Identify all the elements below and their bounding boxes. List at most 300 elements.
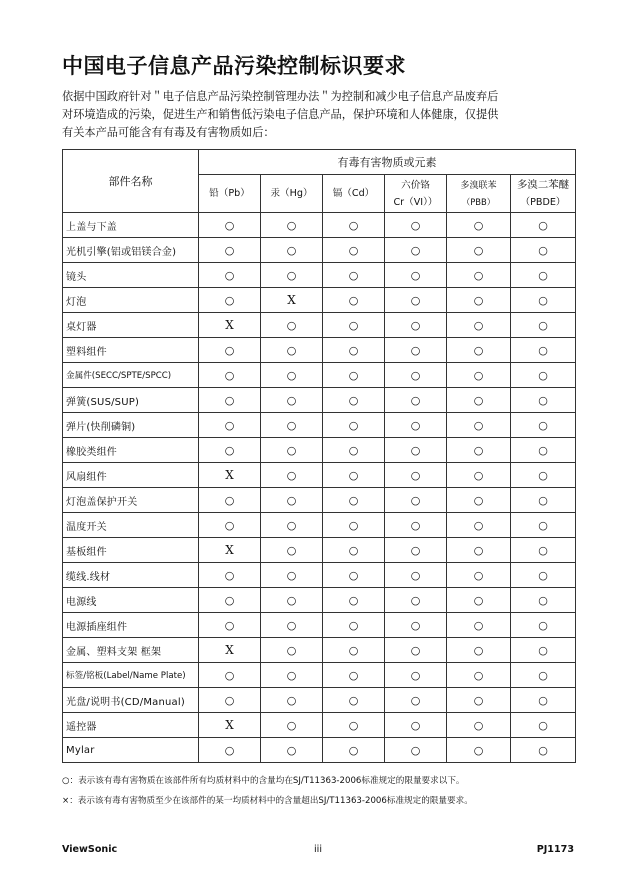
substance-mark-cell — [385, 563, 447, 588]
within-limit-mark: ○ — [224, 518, 235, 532]
substance-mark-cell — [199, 238, 261, 263]
within-limit-mark: ○ — [286, 218, 297, 232]
substance-mark-cell — [199, 313, 261, 338]
within-limit-mark: ○ — [538, 418, 548, 432]
table-row — [63, 413, 576, 438]
within-limit-mark: ○ — [286, 643, 297, 657]
substance-mark-cell — [385, 588, 447, 613]
part-name-cell: Mylar — [63, 738, 199, 763]
intro-line: 有关本产品可能含有有毒及有害物质如后： — [62, 126, 275, 139]
part-name-cell: 金属件(SECC/SPTE/SPCC) — [63, 363, 199, 388]
substance-mark-cell — [511, 288, 576, 313]
part-name-cell: 电源插座组件 — [63, 613, 199, 638]
table-row — [63, 713, 576, 738]
substance-mark-cell — [261, 313, 323, 338]
substance-name: 多溴二苯醚 — [517, 178, 569, 191]
within-limit-mark: ○ — [473, 318, 484, 332]
part-name-cell: 塑料组件 — [63, 338, 199, 363]
within-limit-mark: ○ — [224, 668, 235, 682]
within-limit-mark: ○ — [286, 243, 297, 257]
within-limit-mark: ○ — [224, 743, 235, 757]
within-limit-mark: ○ — [348, 318, 359, 332]
footer-page-number: iii — [314, 844, 322, 855]
within-limit-mark: ○ — [538, 743, 548, 757]
part-name-cell: 基板组件 — [63, 538, 199, 563]
within-limit-mark: ○ — [473, 543, 484, 557]
substance-mark-cell — [199, 438, 261, 463]
within-limit-mark: ○ — [410, 593, 421, 607]
within-limit-mark: ○ — [286, 268, 297, 282]
substance-mark-cell — [385, 438, 447, 463]
substance-mark-cell — [385, 638, 447, 663]
substance-mark-cell — [261, 438, 323, 463]
substance-mark-cell — [447, 288, 511, 313]
substance-mark-cell — [385, 738, 447, 763]
within-limit-mark: ○ — [286, 418, 297, 432]
exceeds-limit-mark: X — [225, 468, 234, 482]
substance-name: 多溴联苯 — [460, 180, 497, 191]
part-name-cell: 光盘/说明书(CD/Manual) — [63, 688, 199, 713]
substance-mark-cell — [199, 413, 261, 438]
within-limit-mark: ○ — [538, 443, 548, 457]
within-limit-mark: ○ — [538, 693, 548, 707]
substance-header — [385, 175, 447, 213]
footer-model-code: PJ1173 — [536, 844, 574, 855]
part-name-cell: 上盖与下盖 — [63, 213, 199, 238]
within-limit-mark: ○ — [224, 243, 235, 257]
within-limit-mark: ○ — [348, 643, 359, 657]
part-name-cell: 缆线.线材 — [63, 563, 199, 588]
substance-mark-cell — [323, 663, 385, 688]
intro-line: 对环境造成的污染，促进生产和销售低污染电子信息产品，保护环境和人体健康，仅提供 — [62, 108, 499, 121]
substance-symbol: Cr（VI）） — [393, 196, 438, 208]
substance-symbol: （PBB） — [461, 196, 496, 207]
within-limit-mark: ○ — [410, 393, 421, 407]
substance-mark-cell — [261, 338, 323, 363]
substance-mark-cell — [447, 438, 511, 463]
within-limit-mark: ○ — [473, 268, 484, 282]
table-row — [63, 288, 576, 313]
substance-mark-cell — [447, 388, 511, 413]
substance-mark-cell — [447, 363, 511, 388]
substance-mark-cell — [199, 663, 261, 688]
within-limit-mark: ○ — [348, 593, 359, 607]
substance-name: 汞（Hg） — [270, 188, 313, 199]
within-limit-mark: ○ — [473, 568, 484, 582]
substance-mark-cell — [511, 413, 576, 438]
within-limit-mark: ○ — [286, 368, 297, 382]
within-limit-mark: ○ — [410, 518, 421, 532]
substance-mark-cell — [385, 663, 447, 688]
substance-mark-cell — [511, 238, 576, 263]
substance-mark-cell — [323, 463, 385, 488]
substance-mark-cell — [261, 238, 323, 263]
within-limit-mark: ○ — [224, 593, 235, 607]
within-limit-mark: ○ — [348, 268, 359, 282]
table-row — [63, 513, 576, 538]
table-row — [63, 263, 576, 288]
within-limit-mark: ○ — [410, 368, 421, 382]
note-x-legend: ×：表示该有毒有害物质至少在该部件的某一均质材料中的含量超出SJ/T11363-2006标准规定的限量要求。 — [62, 796, 473, 806]
within-limit-mark: ○ — [224, 343, 235, 357]
within-limit-mark: ○ — [410, 343, 421, 357]
table-row — [63, 213, 576, 238]
within-limit-mark: ○ — [348, 518, 359, 532]
within-limit-mark: ○ — [473, 668, 484, 682]
substance-mark-cell — [261, 563, 323, 588]
substance-mark-cell — [385, 388, 447, 413]
within-limit-mark: ○ — [224, 268, 235, 282]
within-limit-mark: ○ — [224, 693, 235, 707]
exceeds-limit-mark: X — [225, 318, 234, 332]
part-name-cell: 弹片(快削磷铜) — [63, 413, 199, 438]
within-limit-mark: ○ — [473, 418, 484, 432]
within-limit-mark: ○ — [538, 468, 548, 482]
within-limit-mark: ○ — [538, 318, 548, 332]
within-limit-mark: ○ — [224, 493, 235, 507]
part-name-header: 部件名称 — [63, 150, 199, 213]
table-row — [63, 238, 576, 263]
within-limit-mark: ○ — [410, 443, 421, 457]
part-name-cell: 金属、塑料支架 框架 — [63, 638, 199, 663]
substance-mark-cell — [511, 313, 576, 338]
substance-mark-cell — [511, 338, 576, 363]
substance-mark-cell — [511, 513, 576, 538]
part-name-cell: 灯泡盖保护开关 — [63, 488, 199, 513]
within-limit-mark: ○ — [473, 293, 484, 307]
substance-mark-cell — [199, 688, 261, 713]
within-limit-mark: ○ — [224, 368, 235, 382]
within-limit-mark: ○ — [286, 518, 297, 532]
substance-mark-cell — [199, 363, 261, 388]
within-limit-mark: ○ — [538, 518, 548, 532]
substance-mark-cell — [385, 313, 447, 338]
within-limit-mark: ○ — [473, 718, 484, 732]
within-limit-mark: ○ — [410, 218, 421, 232]
table-row — [63, 738, 576, 763]
substance-mark-cell — [385, 713, 447, 738]
substance-mark-cell — [447, 513, 511, 538]
substance-mark-cell — [323, 688, 385, 713]
part-name-cell: 遥控器 — [63, 713, 199, 738]
substance-mark-cell — [447, 613, 511, 638]
substance-mark-cell — [323, 488, 385, 513]
substance-mark-cell — [323, 388, 385, 413]
substance-mark-cell — [385, 538, 447, 563]
substance-mark-cell — [511, 663, 576, 688]
substance-mark-cell — [385, 363, 447, 388]
substance-mark-cell — [511, 463, 576, 488]
substance-mark-cell — [511, 538, 576, 563]
part-name-cell: 风扇组件 — [63, 463, 199, 488]
within-limit-mark: ○ — [410, 568, 421, 582]
table-row — [63, 688, 576, 713]
substance-mark-cell — [261, 488, 323, 513]
within-limit-mark: ○ — [410, 618, 421, 632]
within-limit-mark: ○ — [286, 568, 297, 582]
substance-mark-cell — [261, 213, 323, 238]
within-limit-mark: ○ — [538, 493, 548, 507]
substance-mark-cell — [511, 363, 576, 388]
table-row — [63, 488, 576, 513]
within-limit-mark: ○ — [538, 643, 548, 657]
within-limit-mark: ○ — [473, 618, 484, 632]
part-name-cell: 弹簧(SUS/SUP) — [63, 388, 199, 413]
within-limit-mark: ○ — [348, 743, 359, 757]
substance-mark-cell — [199, 613, 261, 638]
within-limit-mark: ○ — [473, 643, 484, 657]
part-name-cell: 标签/铭板(Label/Name Plate) — [63, 663, 199, 688]
part-name-cell: 镜头 — [63, 263, 199, 288]
substance-mark-cell — [385, 413, 447, 438]
substances-group-header: 有毒有害物质或元素 — [199, 150, 576, 175]
substance-mark-cell — [447, 263, 511, 288]
table-row — [63, 388, 576, 413]
substance-symbol: （PBDE） — [520, 196, 566, 208]
substance-mark-cell — [323, 738, 385, 763]
within-limit-mark: ○ — [286, 493, 297, 507]
table-row — [63, 638, 576, 663]
substance-mark-cell — [323, 713, 385, 738]
within-limit-mark: ○ — [348, 618, 359, 632]
within-limit-mark: ○ — [473, 593, 484, 607]
substance-mark-cell — [447, 688, 511, 713]
within-limit-mark: ○ — [224, 218, 235, 232]
within-limit-mark: ○ — [473, 743, 484, 757]
within-limit-mark: ○ — [538, 593, 548, 607]
substance-header — [323, 175, 385, 213]
table-row — [63, 463, 576, 488]
within-limit-mark: ○ — [348, 693, 359, 707]
within-limit-mark: ○ — [538, 343, 548, 357]
part-name-cell: 橡胶类组件 — [63, 438, 199, 463]
within-limit-mark: ○ — [410, 243, 421, 257]
within-limit-mark: ○ — [286, 318, 297, 332]
substance-mark-cell — [199, 738, 261, 763]
within-limit-mark: ○ — [224, 618, 235, 632]
substance-mark-cell — [261, 638, 323, 663]
substance-header — [511, 175, 576, 213]
page-footer — [62, 844, 574, 858]
substance-mark-cell — [447, 713, 511, 738]
substance-mark-cell — [323, 613, 385, 638]
within-limit-mark: ○ — [286, 693, 297, 707]
intro-line: 依据中国政府针对＂电子信息产品污染控制管理办法＂为控制和减少电子信息产品废弃后 — [62, 90, 499, 103]
substance-mark-cell — [323, 288, 385, 313]
substance-mark-cell — [323, 363, 385, 388]
notes — [62, 771, 473, 811]
substance-mark-cell — [511, 438, 576, 463]
within-limit-mark: ○ — [286, 468, 297, 482]
substance-mark-cell — [511, 488, 576, 513]
table-row — [63, 588, 576, 613]
exceeds-limit-mark: X — [225, 643, 234, 657]
substance-mark-cell — [199, 513, 261, 538]
within-limit-mark: ○ — [473, 218, 484, 232]
substance-mark-cell — [261, 363, 323, 388]
within-limit-mark: ○ — [286, 743, 297, 757]
within-limit-mark: ○ — [410, 543, 421, 557]
substance-mark-cell — [385, 338, 447, 363]
substance-mark-cell — [323, 413, 385, 438]
within-limit-mark: ○ — [473, 368, 484, 382]
note-circle-legend: ○：表示该有毒有害物质在该部件所有均质材料中的含量均在SJ/T11363-2006标准规定的限量要求以下。 — [62, 776, 465, 786]
substance-mark-cell — [447, 413, 511, 438]
part-name-cell: 温度开关 — [63, 513, 199, 538]
within-limit-mark: ○ — [473, 443, 484, 457]
substance-mark-cell — [511, 638, 576, 663]
table-row — [63, 338, 576, 363]
within-limit-mark: ○ — [224, 443, 235, 457]
within-limit-mark: ○ — [286, 593, 297, 607]
substance-mark-cell — [323, 338, 385, 363]
substance-mark-cell — [323, 513, 385, 538]
substance-mark-cell — [511, 738, 576, 763]
within-limit-mark: ○ — [224, 293, 235, 307]
within-limit-mark: ○ — [410, 693, 421, 707]
within-limit-mark: ○ — [348, 543, 359, 557]
within-limit-mark: ○ — [473, 493, 484, 507]
substance-mark-cell — [323, 263, 385, 288]
substance-mark-cell — [199, 263, 261, 288]
substance-mark-cell — [385, 463, 447, 488]
substance-mark-cell — [323, 588, 385, 613]
substance-mark-cell — [323, 438, 385, 463]
within-limit-mark: ○ — [538, 243, 548, 257]
substance-mark-cell — [323, 313, 385, 338]
substance-mark-cell — [323, 638, 385, 663]
exceeds-limit-mark: X — [225, 718, 234, 732]
substance-mark-cell — [261, 463, 323, 488]
within-limit-mark: ○ — [224, 568, 235, 582]
within-limit-mark: ○ — [286, 393, 297, 407]
within-limit-mark: ○ — [286, 443, 297, 457]
within-limit-mark: ○ — [410, 418, 421, 432]
within-limit-mark: ○ — [473, 393, 484, 407]
substance-header — [261, 175, 323, 213]
substance-mark-cell — [447, 313, 511, 338]
substance-mark-cell — [199, 713, 261, 738]
substance-mark-cell — [323, 538, 385, 563]
exceeds-limit-mark: X — [287, 293, 296, 307]
part-name-cell: 桌灯器 — [63, 313, 199, 338]
substance-name: 六价铬 — [401, 179, 430, 191]
substance-mark-cell — [385, 513, 447, 538]
substance-mark-cell — [323, 238, 385, 263]
within-limit-mark: ○ — [286, 543, 297, 557]
part-name-cell: 电源线 — [63, 588, 199, 613]
within-limit-mark: ○ — [538, 393, 548, 407]
substance-mark-cell — [511, 563, 576, 588]
within-limit-mark: ○ — [473, 518, 484, 532]
substance-mark-cell — [261, 713, 323, 738]
table-row — [63, 563, 576, 588]
substance-mark-cell — [447, 738, 511, 763]
within-limit-mark: ○ — [538, 718, 548, 732]
within-limit-mark: ○ — [473, 243, 484, 257]
substance-mark-cell — [199, 488, 261, 513]
within-limit-mark: ○ — [473, 343, 484, 357]
substance-mark-cell — [199, 463, 261, 488]
hazardous-substances-table — [62, 149, 576, 763]
within-limit-mark: ○ — [410, 743, 421, 757]
substance-mark-cell — [199, 213, 261, 238]
substance-mark-cell — [261, 738, 323, 763]
within-limit-mark: ○ — [473, 693, 484, 707]
within-limit-mark: ○ — [538, 268, 548, 282]
substance-mark-cell — [447, 538, 511, 563]
substance-mark-cell — [261, 613, 323, 638]
page-title: 中国电子信息产品污染控制标识要求 — [62, 54, 406, 78]
substance-mark-cell — [323, 563, 385, 588]
within-limit-mark: ○ — [410, 293, 421, 307]
substance-mark-cell — [447, 338, 511, 363]
within-limit-mark: ○ — [348, 418, 359, 432]
substance-mark-cell — [199, 588, 261, 613]
substance-mark-cell — [447, 213, 511, 238]
substance-mark-cell — [199, 388, 261, 413]
substance-mark-cell — [261, 588, 323, 613]
substance-mark-cell — [447, 588, 511, 613]
substance-mark-cell — [385, 488, 447, 513]
table-row — [63, 613, 576, 638]
within-limit-mark: ○ — [348, 368, 359, 382]
substance-mark-cell — [385, 613, 447, 638]
substance-mark-cell — [261, 513, 323, 538]
within-limit-mark: ○ — [410, 643, 421, 657]
table-row — [63, 363, 576, 388]
within-limit-mark: ○ — [473, 468, 484, 482]
substance-mark-cell — [511, 688, 576, 713]
substance-mark-cell — [199, 538, 261, 563]
within-limit-mark: ○ — [538, 293, 548, 307]
within-limit-mark: ○ — [538, 368, 548, 382]
substance-name: 铅（Pb） — [209, 188, 250, 199]
within-limit-mark: ○ — [538, 218, 548, 232]
substance-mark-cell — [447, 238, 511, 263]
substance-header — [199, 175, 261, 213]
table-row — [63, 313, 576, 338]
substance-mark-cell — [447, 563, 511, 588]
exceeds-limit-mark: X — [225, 543, 234, 557]
substance-mark-cell — [199, 288, 261, 313]
intro-paragraph — [62, 88, 577, 142]
substance-mark-cell — [447, 463, 511, 488]
footer-brand: ViewSonic — [62, 844, 118, 855]
substance-mark-cell — [199, 563, 261, 588]
within-limit-mark: ○ — [410, 268, 421, 282]
substance-mark-cell — [261, 388, 323, 413]
within-limit-mark: ○ — [348, 343, 359, 357]
substance-mark-cell — [199, 638, 261, 663]
substance-mark-cell — [447, 663, 511, 688]
table-row — [63, 538, 576, 563]
substance-mark-cell — [385, 213, 447, 238]
within-limit-mark: ○ — [348, 568, 359, 582]
within-limit-mark: ○ — [538, 668, 548, 682]
part-name-cell: 灯泡 — [63, 288, 199, 313]
within-limit-mark: ○ — [286, 343, 297, 357]
within-limit-mark: ○ — [348, 468, 359, 482]
substance-mark-cell — [511, 388, 576, 413]
within-limit-mark: ○ — [410, 318, 421, 332]
substance-mark-cell — [261, 663, 323, 688]
substance-mark-cell — [447, 488, 511, 513]
substance-mark-cell — [447, 638, 511, 663]
substance-mark-cell — [511, 213, 576, 238]
substance-mark-cell — [511, 713, 576, 738]
substance-mark-cell — [261, 413, 323, 438]
